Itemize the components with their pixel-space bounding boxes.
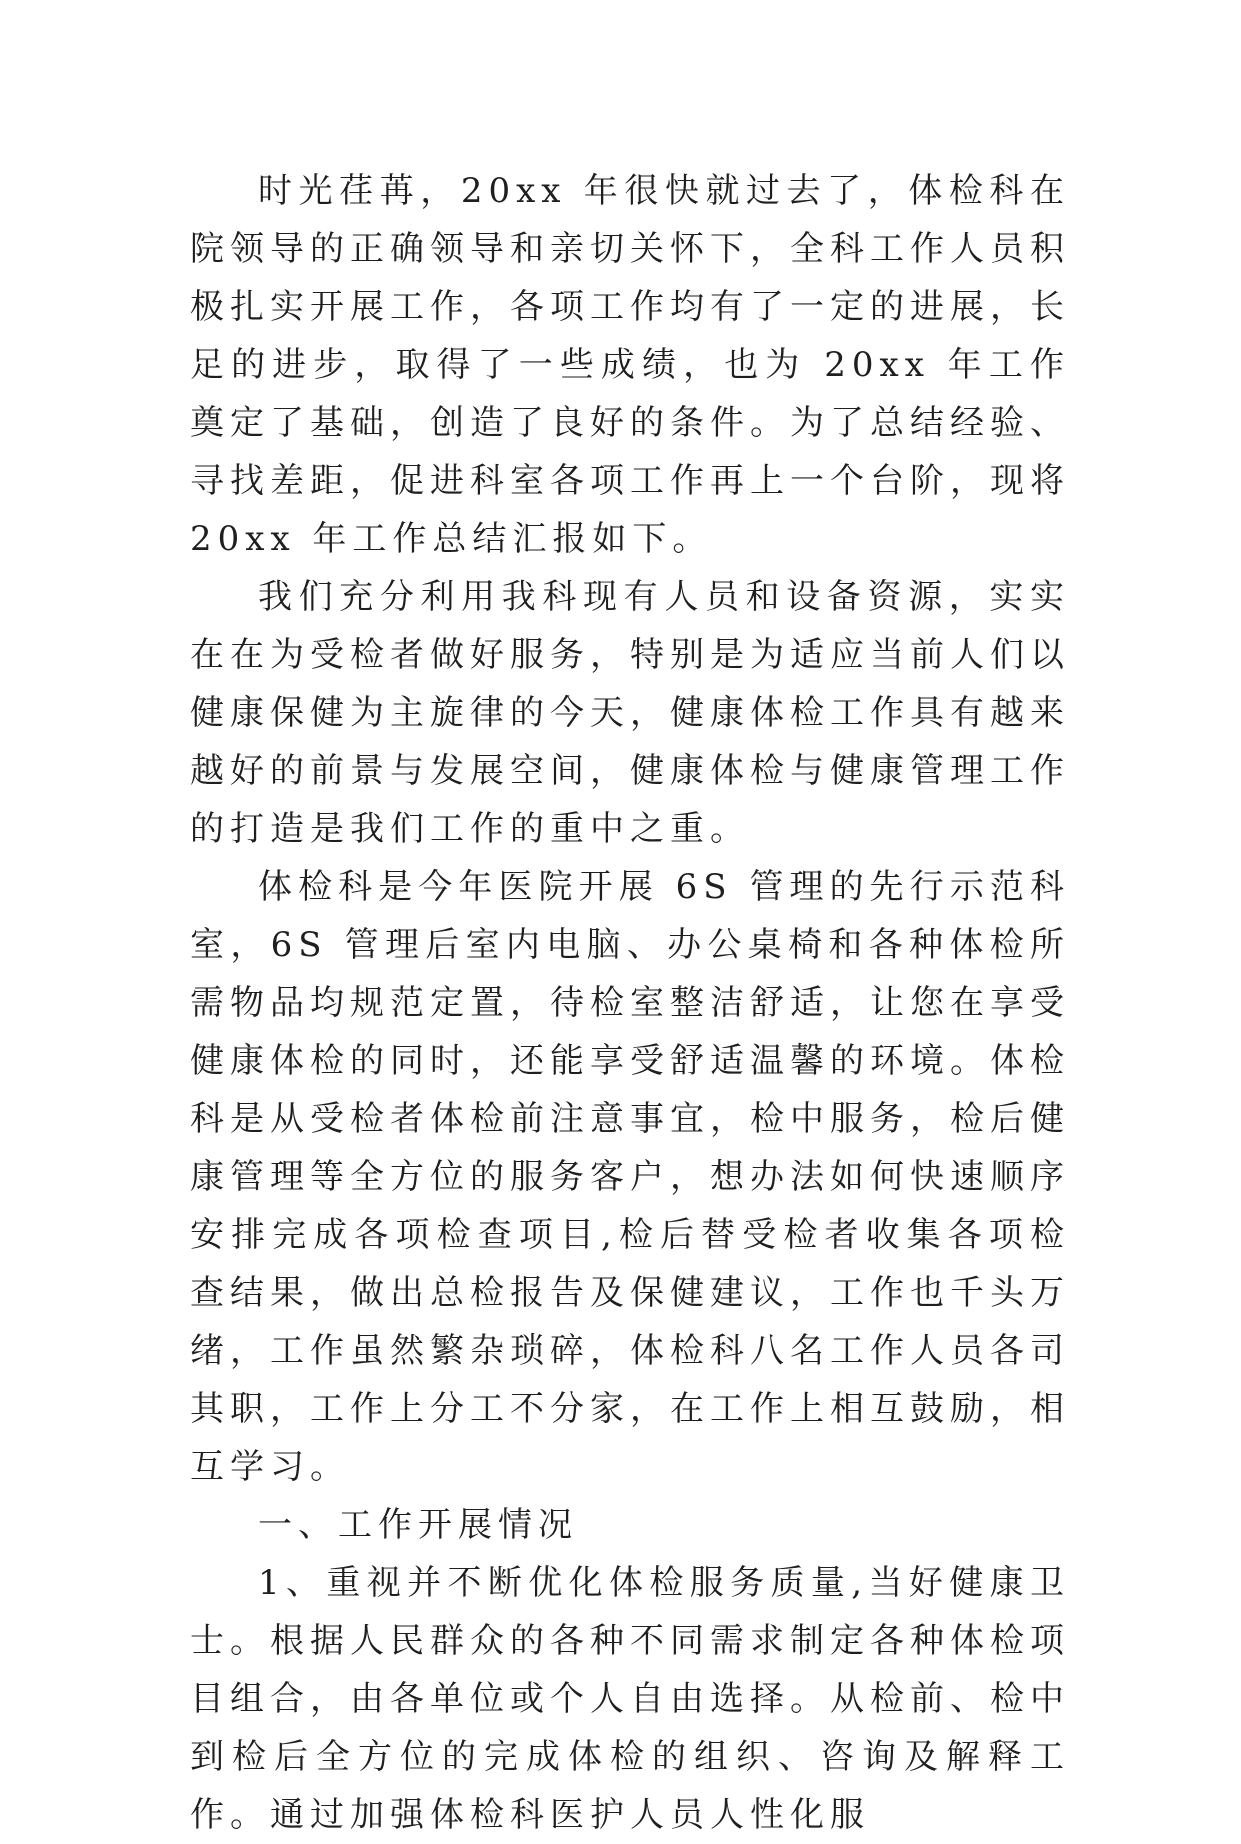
- paragraph-6s-management: 体检科是今年医院开展 6S 管理的先行示范科室，6S 管理后室内电脑、办公桌椅和各种体检所需物品均规范定置，待检室整洁舒适，让您在享受健康体检的同时，还能享受舒适温馨的环境。体检科是从受检者体检前注意事宜，检中服务，检后健康管理等全方位的服务客户，想办法如何快速顺序安排完成各项检查项目,检后替受检者收集各项检查结果，做出总检报告及保健建议，工作也千头万绪，工作虽然繁杂琐碎，体检科八名工作人员各司其职，工作上分工不分家，在工作上相互鼓励，相互学习。: [190, 867, 1070, 1487]
- document-body: [190, 162, 1070, 1844]
- section-heading: 一、工作开展情况: [258, 1505, 578, 1545]
- paragraph-service: 我们充分利用我科现有人员和设备资源，实实在在为受检者做好服务，特别是为适应当前人们以健康保健为主旋律的今天，健康体检工作具有越来越好的前景与发展空间，健康体检与健康管理工作的打造是我们工作的重中之重。: [190, 577, 1070, 849]
- paragraph-item-1: 1、重视并不断优化体检服务质量,当好健康卫士。根据人民群众的各种不同需求制定各种体检项目组合，由各单位或个人自由选择。从检前、检中到检后全方位的完成体检的组织、咨询及解释工作。通过加强体检科医护人员人性化服: [190, 1563, 1070, 1835]
- paragraph-intro: 时光荏苒，20xx 年很快就过去了，体检科在院领导的正确领导和亲切关怀下，全科工作人员积极扎实开展工作，各项工作均有了一定的进展，长足的进步，取得了一些成绩，也为 20xx 年工作奠定了基础，创造了良好的条件。为了总结经验、寻找差距，促进科室各项工作再上一个台阶，现将20xx 年工作总结汇报如下。: [190, 171, 1070, 559]
